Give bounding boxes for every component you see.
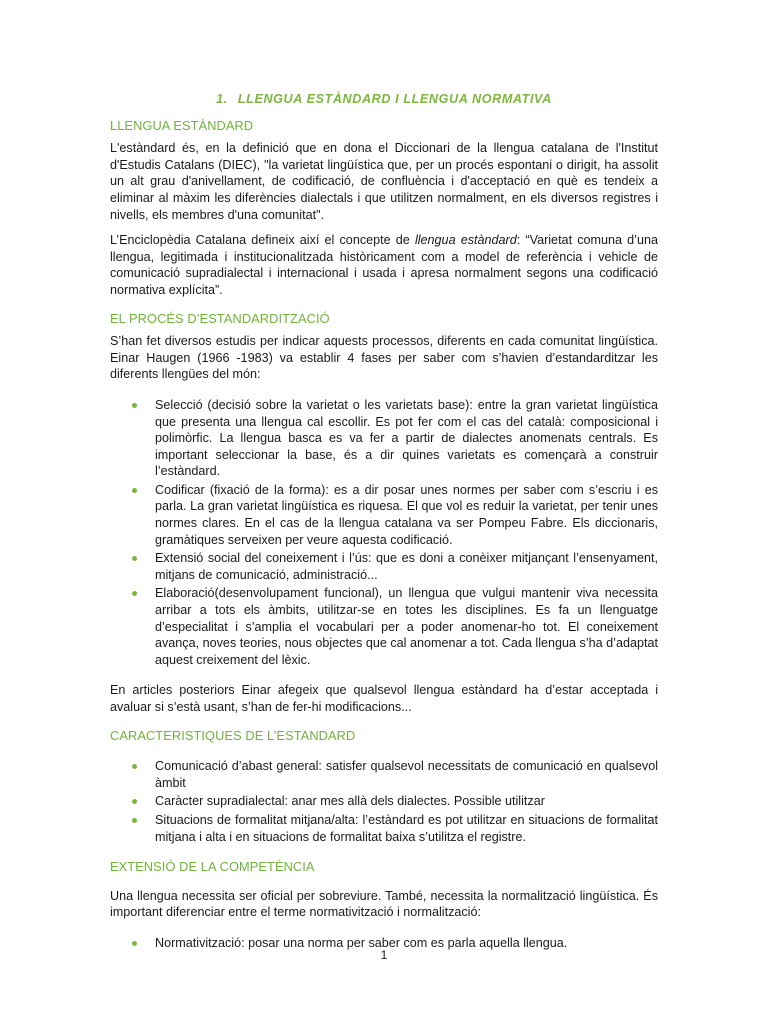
list-item-text: Extensió social del coneixement i l’ús: que es doni a conèixer mitjançant l’ensenyament, mitjans de comunicació, administració... <box>155 551 658 582</box>
page-number: 1 <box>380 948 388 962</box>
list-item-text: Comunicació d’abast general: satisfer qualsevol necessitats de comunicació en qualsevol àmbit <box>155 759 658 790</box>
list-item-text: Caràcter supradialectal: anar mes allà dels dialectes. Possible utilitzar <box>155 794 545 809</box>
bullet-icon <box>132 764 137 769</box>
bullet-icon <box>132 403 137 408</box>
bullet-icon <box>132 488 137 493</box>
bullet-icon <box>132 818 137 823</box>
list-item-text: Situacions de formalitat mitjana/alta: l’estàndard es pot utilitzar en situacions de formalitat mitjana i alta i en situacions de formalitat baixa s’utilitza el registre. <box>155 812 658 844</box>
list-process-phases <box>110 397 658 669</box>
list-item <box>110 758 658 791</box>
list-item <box>110 812 658 845</box>
heading-competence-extension: EXTENSIÓ DE LA COMPETÈNCIA <box>110 859 315 875</box>
list-item-text: Selecció (decisió sobre la varietat o les varietats base): entre la gran varietat lingüística que presenta una llengua cal escollir. Es pot fer com el cas del català: composicional i polimòrfic. La llengua basca es va fer a partir de dialectes anomenats centrals. Es important seleccionar la base, és a dir quines varietats es començarà a construir l’estàndard. <box>155 397 658 479</box>
list-item <box>110 793 658 810</box>
list-item <box>110 482 658 548</box>
heading-standard-language: LLENGUA ESTÀNDARD <box>110 117 254 133</box>
paragraph-process-followup: En articles posteriors Einar afegeix que qualsevol llengua estàndard ha d’estar acceptada i avaluar si s’està usant, s’han de fer-hi modificacions... <box>110 683 658 714</box>
document-page <box>110 86 658 966</box>
list-item-text: Codificar (fixació de la forma): es a dir posar unes normes per saber com s’escriu i es parla. La gran varietat lingüística es riquesa. El que vol es reduir la varietat, per tenir unes normes clares. En el cas de la llengua catalana va ser Pompeu Fabre. Els diccionaris, gramàtiques serveixen per veure aquesta codificació. <box>155 482 658 547</box>
heading-standardization-process: EL PROCÉS D’ESTANDARDITZACIÓ <box>110 310 330 326</box>
list-item-text: Elaboració(desenvolupament funcional), un llengua que vulgui mantenir viva necessita arribar a tots els àmbits, utilitzar-se en totes les disciplines. Es fa un llenguatge d’especialitat i s’amplia el vocabulari per a poder anomenar-ho tot. El coneixement avança, noves teories, nous objectes que cal anomenar a tot. Cada llengua s’ha d’adaptat aquest creixement del lèxic. <box>155 586 658 667</box>
paragraph-text: : “Varietat comuna d’una llengua, legitimada i institucionalitzada històricament com a model de referència i vehicle de comunicació supradialectal i internacional i usada i apresa normalment segons una codificació normativa explícita”. <box>110 233 658 297</box>
bullet-icon <box>132 799 137 804</box>
list-item <box>110 550 658 583</box>
document-title <box>110 91 658 108</box>
emphasis-term: llengua estàndard <box>414 233 517 248</box>
paragraph-competence-intro: Una llengua necessita ser oficial per sobreviure. També, necessita la normalització lingüística. És important diferenciar entre el terme normativització i normalització: <box>110 888 658 920</box>
heading-characteristics: CARACTERISTIQUES DE L’ESTANDARD <box>110 727 356 743</box>
paragraph-text: L’Enciclopèdia Catalana defineix així el concepte de <box>110 233 415 248</box>
list-item <box>110 397 658 480</box>
bullet-icon <box>132 591 137 596</box>
paragraph-process-intro: S’han fet diversos estudis per indicar aquests processos, diferents en cada comunitat lingüística. Einar Haugen (1966 -1983) va establir 4 fases per saber com s’havien d’estandarditzar les diferents llengües del món: <box>110 334 658 382</box>
title-number: 1. <box>216 92 228 106</box>
paragraph-diec-definition: L'estàndard és, en la definició que en dona el Diccionari de la llengua catalana de l'Institut d'Estudis Catalans (DIEC), "la varietat lingüística que, per un procés espontani o dirigit, ha assolit un alt grau d'anivellament, de codificació, de confluència i d'acceptació en què es tendeix a eliminar al màxim les diferències dialectals i que utilitzen normalment, en els diversos registres i nivells, els membres d'una comunitat". <box>110 141 658 222</box>
title-text: LLENGUA ESTÀNDARD I LLENGUA NORMATIVA <box>237 92 552 106</box>
list-characteristics <box>110 758 658 845</box>
paragraph-enciclopedia-definition <box>110 232 658 298</box>
list-item <box>110 585 658 668</box>
list-item-text: Normativització: posar una norma per saber com es parla aquella llengua. <box>155 935 568 950</box>
bullet-icon <box>132 556 137 561</box>
bullet-icon <box>132 941 137 946</box>
